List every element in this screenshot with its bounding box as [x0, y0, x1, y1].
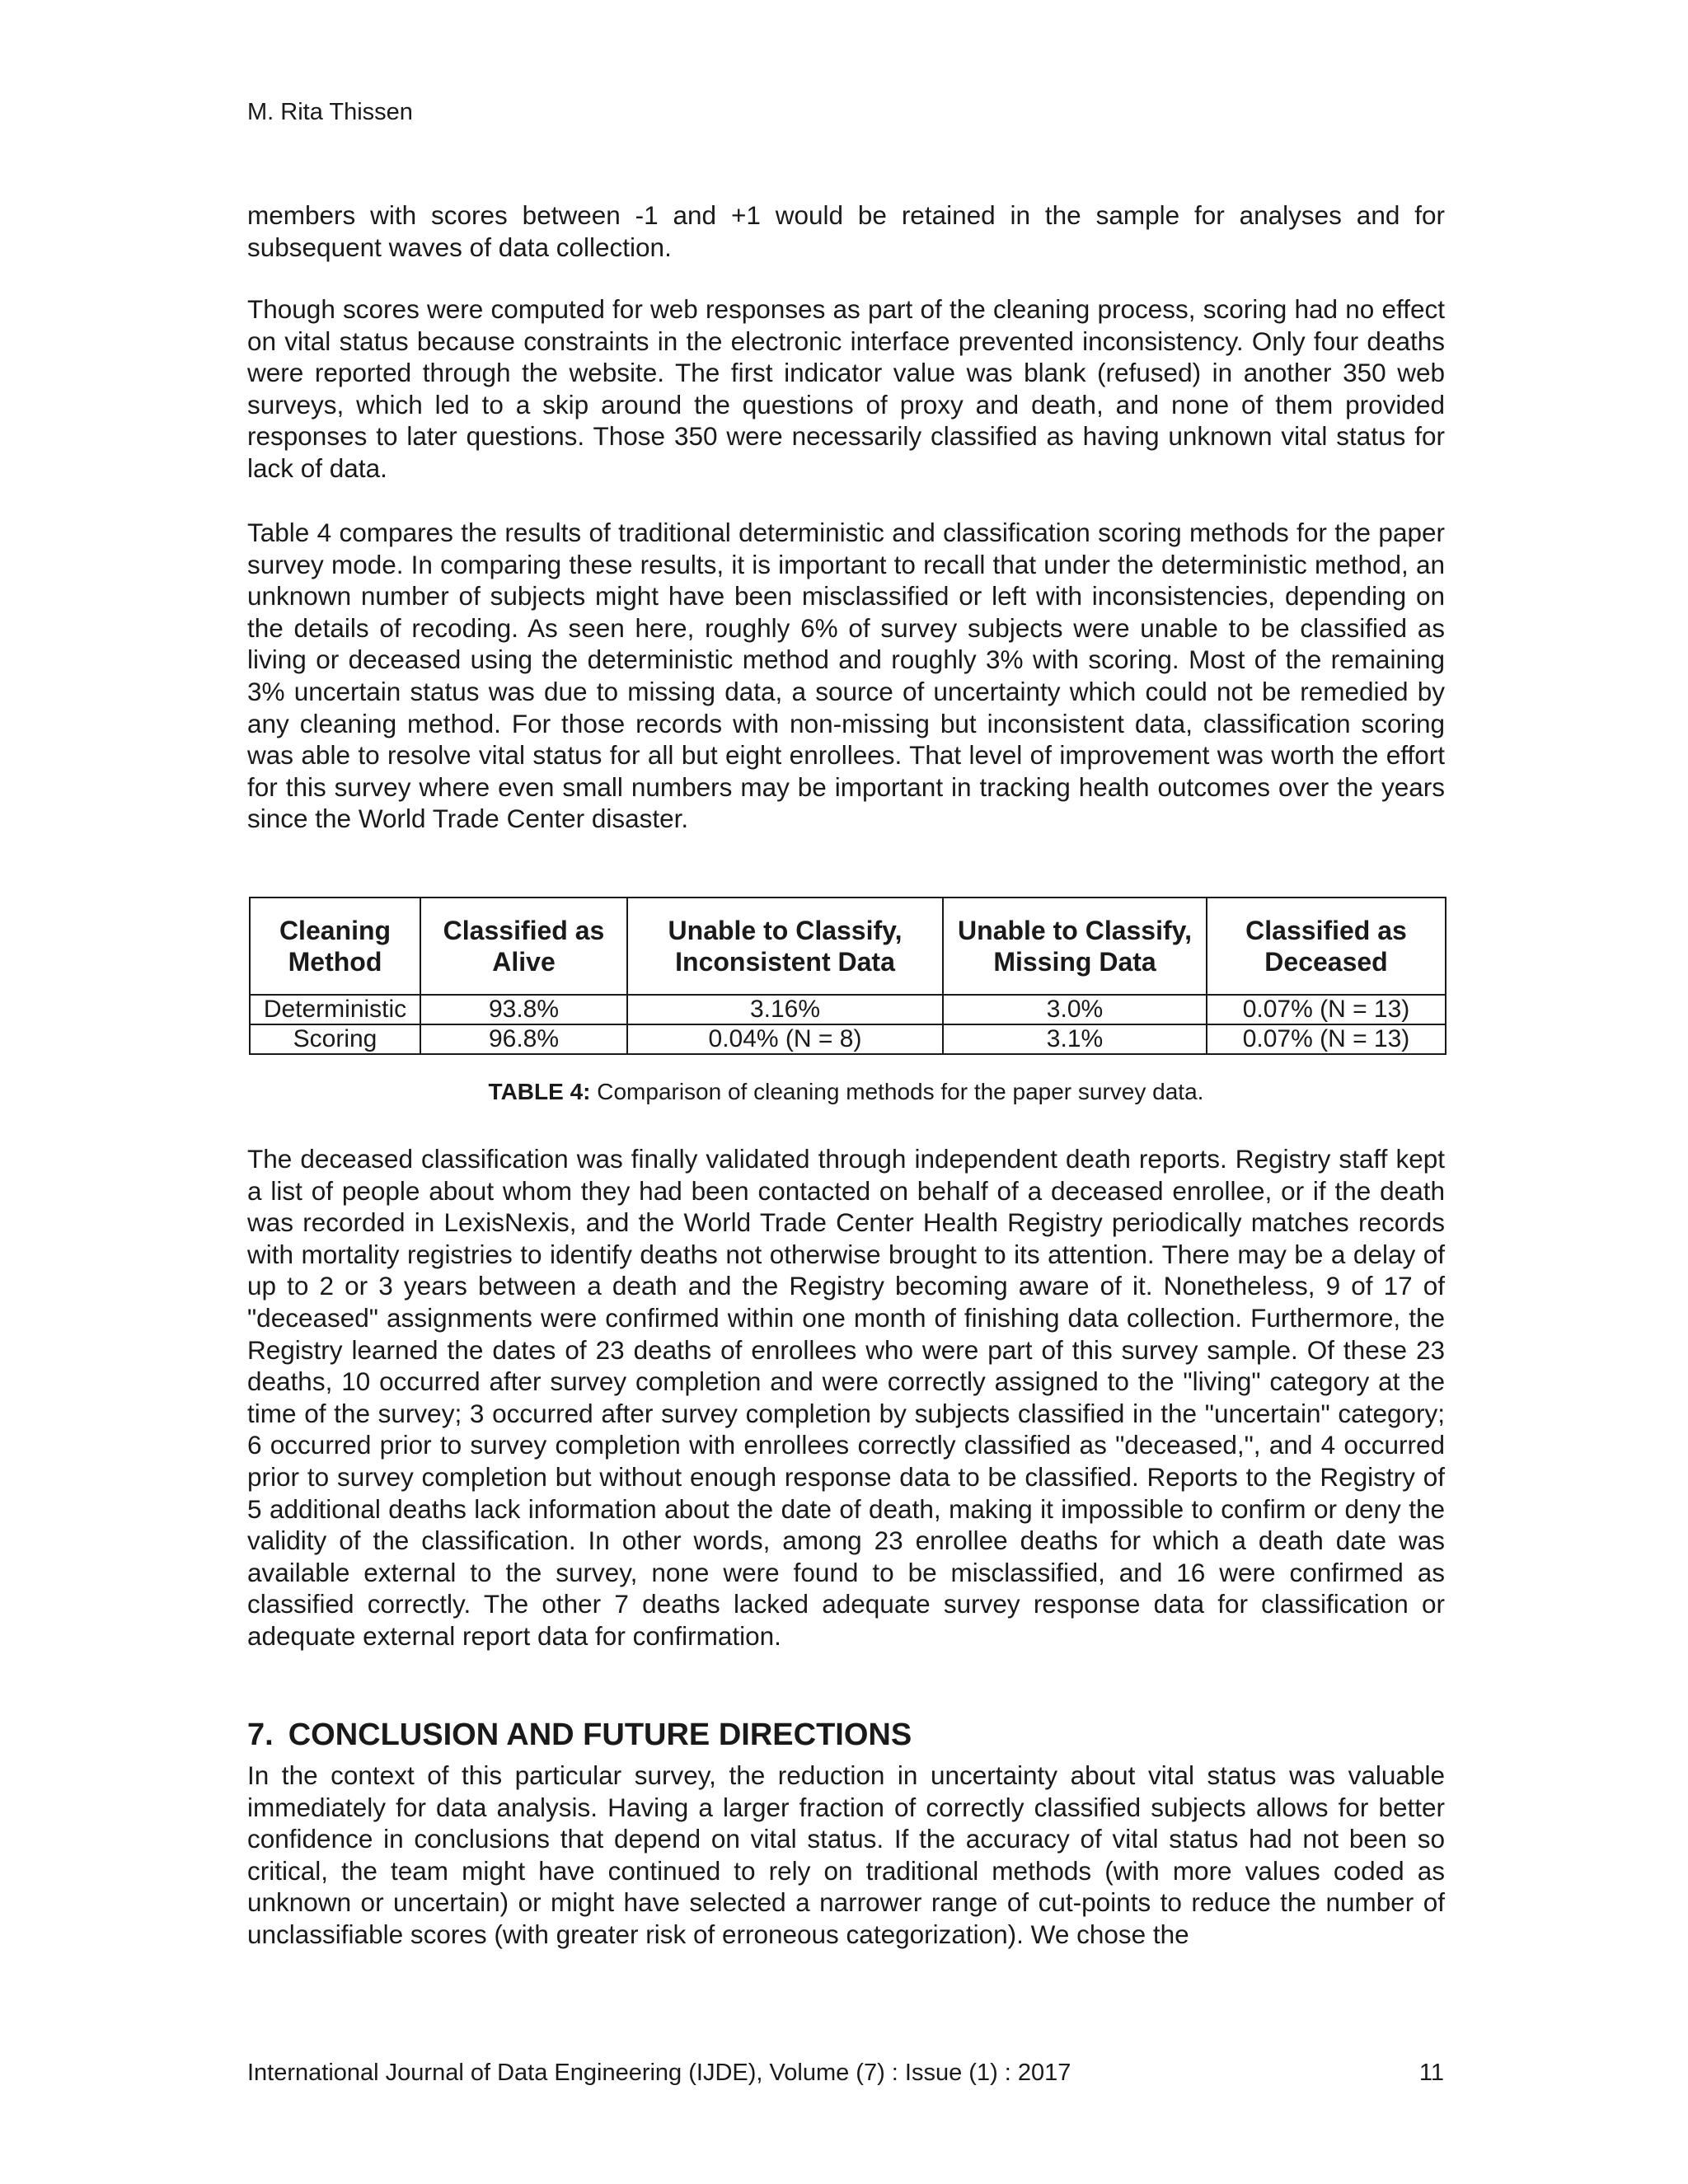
- column-header-missing-data: Unable to Classify, Missing Data: [943, 898, 1207, 995]
- footer-journal-citation: International Journal of Data Engineering (IJDE), Volume (7) : Issue (1) : 2017: [247, 2060, 1071, 2086]
- table-caption: [247, 1077, 1445, 1107]
- table-4: [249, 897, 1447, 1055]
- table-cell: 0.07% (N = 13): [1207, 1024, 1446, 1054]
- table-header-row: [250, 898, 1446, 995]
- table-cell: 96.8%: [420, 1024, 627, 1054]
- table-caption-text: Comparison of cleaning methods for the paper survey data.: [590, 1079, 1204, 1104]
- table-cell: Deterministic: [250, 995, 420, 1024]
- column-header-cleaning-method: Cleaning Method: [250, 898, 420, 995]
- paragraph-3: Table 4 compares the results of traditional deterministic and classification scoring methods for the paper survey mode. In comparing these results, it is important to recall that under the deterministic method, an unknown number of subjects might have been misclassified or left with inconsistencies, depending on the details of recoding. As seen here, roughly 6% of survey subjects were unable to be classified as living or deceased using the deterministic method and roughly 3% with scoring. Most of the remaining 3% uncertain status was due to missing data, a source of uncertainty which could not be remedied by any cleaning method. For those records with non-missing but inconsistent data, classification scoring was able to resolve vital status for all but eight enrollees. That level of improvement was worth the effort for this survey where even small numbers may be important in tracking health outcomes over the years since the World Trade Center disaster.: [247, 518, 1445, 834]
- footer-page-number: 11: [1418, 2060, 1444, 2086]
- paragraph-4: The deceased classification was finally validated through independent death reports. Registry staff kept a list of people about whom they had been contacted on behalf of a deceased enrollee, or if the death was recorded in LexisNexis, and the World Trade Center Health Registry periodically matches records with mortality registries to identify deaths not otherwise brought to its attention. There may be a delay of up to 2 or 3 years between a death and the Registry becoming aware of it. Nonetheless, 9 of 17 of "deceased" assignments were confirmed within one month of finishing data collection. Furthermore, the Registry learned the dates of 23 deaths of enrollees who were part of this survey sample. Of these 23 deaths, 10 occurred after survey completion and were correctly assigned to the "living" category at the time of the survey; 3 occurred after survey completion by subjects classified in the "uncertain" category; 6 occurred prior to survey completion with enrollees correctly classified as "deceased,", and 4 occurred prior to survey completion but without enough response data to be classified. Reports to the Registry of 5 additional deaths lack information about the date of death, making it impossible to confirm or deny the validity of the classification. In other words, among 23 enrollee deaths for which a death date was available external to the survey, none were found to be misclassified, and 16 were confirmed as classified correctly. The other 7 deaths lacked adequate survey response data for classification or adequate external report data for confirmation.: [247, 1144, 1445, 1651]
- table-cell: Scoring: [250, 1024, 420, 1054]
- table-cell: 3.16%: [627, 995, 943, 1024]
- paragraph-2: Though scores were computed for web responses as part of the cleaning process, scoring had no effect on vital status because constraints in the electronic interface prevented inconsistency. Only four deaths were reported through the website. The first indicator value was blank (refused) in another 350 web surveys, which led to a skip around the questions of proxy and death, and none of them provided responses to later questions. Those 350 were necessarily classified as having unknown vital status for lack of data.: [247, 294, 1445, 483]
- section-number: 7.: [247, 1718, 274, 1752]
- table-caption-label: TABLE 4:: [488, 1079, 591, 1104]
- column-header-inconsistent-data: Unable to Classify, Inconsistent Data: [627, 898, 943, 995]
- table-row: [250, 1024, 1446, 1054]
- paragraph-5: In the context of this particular survey, the reduction in uncertainty about vital status was valuable immediately for data analysis. Having a larger fraction of correctly classified subjects allows for better confidence in conclusions that depend on vital status. If the accuracy of vital status had not been so critical, the team might have continued to rely on traditional methods (with more values coded as unknown or uncertain) or might have selected a narrower range of cut-points to reduce the number of unclassifiable scores (with greater risk of erroneous categorization). We chose the: [247, 1760, 1445, 1949]
- table-cell: 0.07% (N = 13): [1207, 995, 1446, 1024]
- running-header-author: M. Rita Thissen: [247, 99, 413, 125]
- column-header-classified-deceased: Classified as Deceased: [1207, 898, 1446, 995]
- section-title: CONCLUSION AND FUTURE DIRECTIONS: [288, 1718, 912, 1752]
- column-header-classified-alive: Classified as Alive: [420, 898, 627, 995]
- section-heading: [247, 1716, 912, 1754]
- table-row: [250, 995, 1446, 1024]
- table-cell: 93.8%: [420, 995, 627, 1024]
- paragraph-1: members with scores between -1 and +1 would be retained in the sample for analyses and for subsequent waves of data collection.: [247, 200, 1445, 262]
- table-cell: 3.1%: [943, 1024, 1207, 1054]
- table-cell: 3.0%: [943, 995, 1207, 1024]
- table-cell: 0.04% (N = 8): [627, 1024, 943, 1054]
